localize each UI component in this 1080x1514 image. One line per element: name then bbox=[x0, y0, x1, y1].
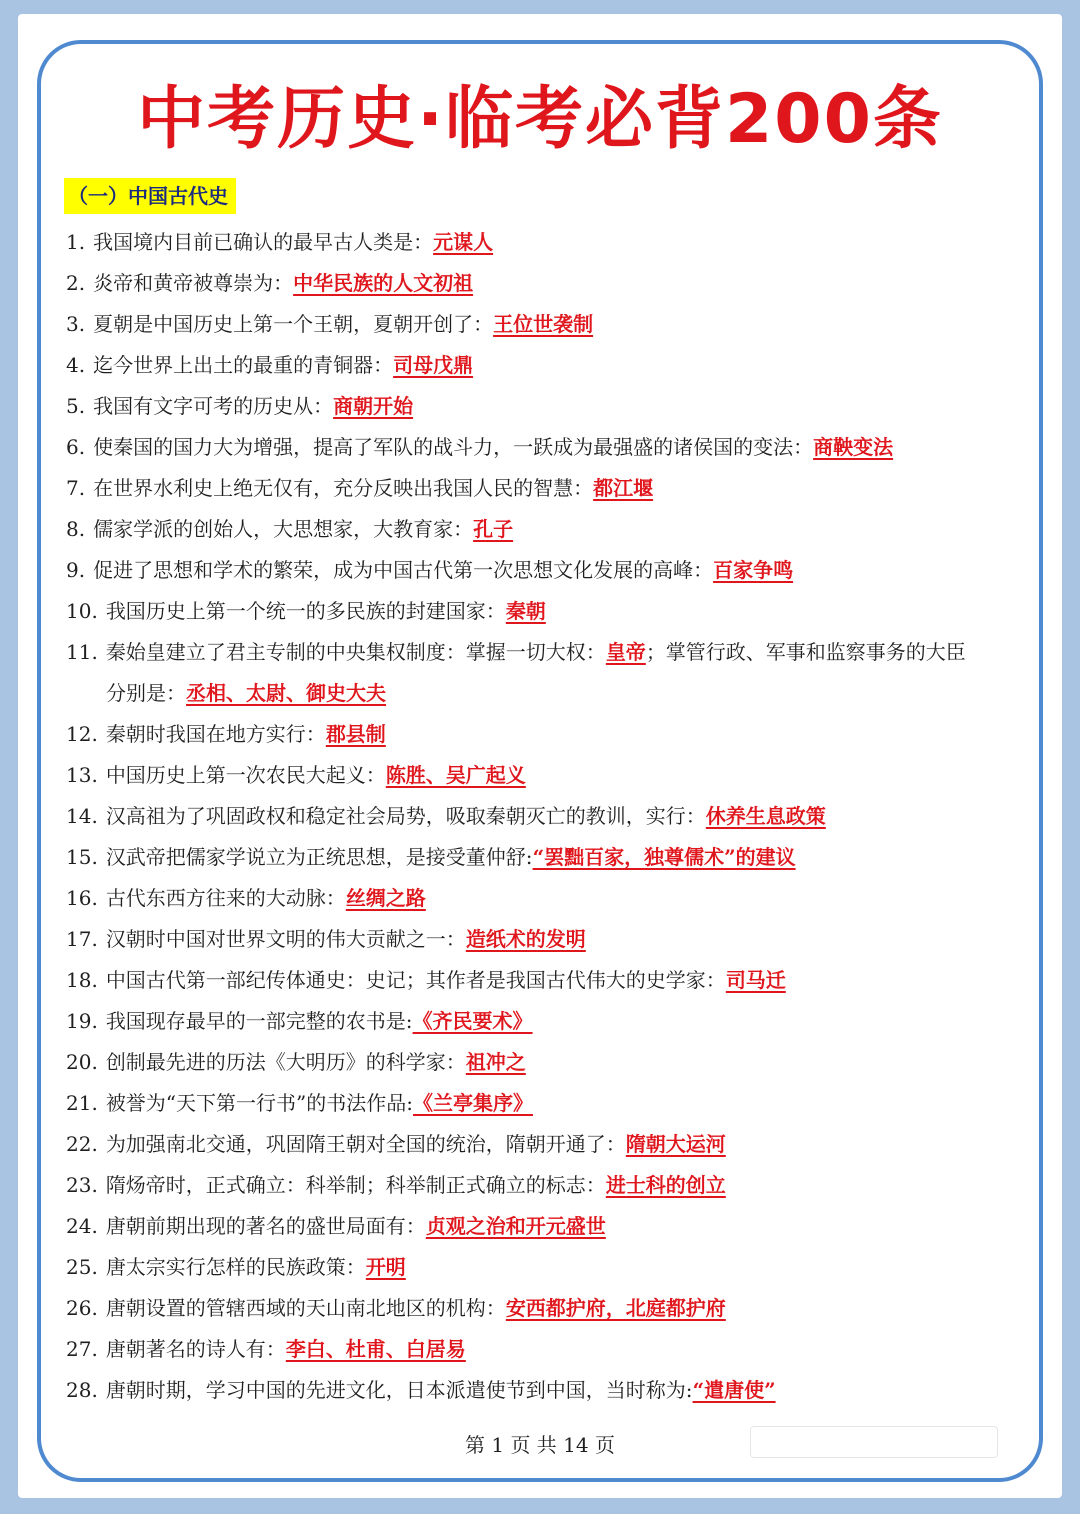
list-item bbox=[66, 386, 1026, 427]
list-item bbox=[66, 509, 1026, 550]
list-item bbox=[66, 1042, 1026, 1083]
item-question: 唐朝前期出现的著名的盛世局面有： bbox=[105, 1214, 426, 1238]
item-number: 27. bbox=[66, 1337, 98, 1361]
item-question: 迄今世界上出土的最重的青铜器： bbox=[93, 353, 394, 377]
item-answer: 丞相、太尉、御史大夫 bbox=[186, 681, 386, 705]
list-item bbox=[66, 1206, 1026, 1247]
item-number: 24. bbox=[66, 1214, 98, 1238]
item-question: 我国历史上第一个统一的多民族的封建国家： bbox=[105, 599, 506, 623]
item-number: 17. bbox=[66, 927, 98, 951]
item-question: 汉武帝把儒家学说立为正统思想，是接受董仲舒: bbox=[105, 845, 533, 869]
item-answer: 元谋人 bbox=[433, 230, 494, 254]
item-number: 21. bbox=[66, 1091, 98, 1115]
item-number: 2. bbox=[66, 271, 86, 295]
item-question: 唐朝著名的诗人有： bbox=[105, 1337, 286, 1361]
item-answer: 都江堰 bbox=[593, 476, 654, 500]
item-question: 唐朝时期，学习中国的先进文化，日本派遣使节到中国，当时称为: bbox=[105, 1378, 693, 1402]
item-answer: “遣唐使” bbox=[692, 1378, 776, 1402]
list-item bbox=[66, 263, 1026, 304]
item-number: 12. bbox=[66, 722, 98, 746]
blank-box bbox=[750, 1426, 998, 1458]
item-number: 20. bbox=[66, 1050, 98, 1074]
item-question: 秦朝时我国在地方实行： bbox=[105, 722, 326, 746]
item-answer: 休养生息政策 bbox=[705, 804, 826, 828]
list-item bbox=[66, 427, 1026, 468]
list-item bbox=[66, 345, 1026, 386]
item-number: 22. bbox=[66, 1132, 98, 1156]
item-number: 11. bbox=[66, 640, 98, 664]
item-question: 为加强南北交通，巩固隋王朝对全国的统治，隋朝开通了： bbox=[105, 1132, 626, 1156]
item-question: 唐朝设置的管辖西域的天山南北地区的机构： bbox=[105, 1296, 506, 1320]
item-number: 16. bbox=[66, 886, 98, 910]
item-question: 汉高祖为了巩固政权和稳定社会局势，吸取秦朝灭亡的教训，实行： bbox=[105, 804, 706, 828]
item-number: 8. bbox=[66, 517, 86, 541]
item-number: 7. bbox=[66, 476, 86, 500]
list-item bbox=[66, 591, 1026, 632]
item-answer: 商鞅变法 bbox=[813, 435, 894, 459]
list-item bbox=[66, 1247, 1026, 1288]
item-answer: 安西都护府，北庭都护府 bbox=[505, 1296, 726, 1320]
section-heading: （一）中国古代史 bbox=[64, 178, 236, 214]
list-item bbox=[66, 878, 1026, 919]
list-item bbox=[66, 1001, 1026, 1042]
item-answer: 秦朝 bbox=[505, 599, 546, 623]
item-question: 我国境内目前已确认的最早古人类是： bbox=[93, 230, 434, 254]
list-item bbox=[66, 304, 1026, 345]
item-question: 古代东西方往来的大动脉： bbox=[105, 886, 346, 910]
list-item bbox=[66, 960, 1026, 1001]
list-item bbox=[66, 550, 1026, 591]
item-number: 1. bbox=[66, 230, 86, 254]
item-answer: 陈胜、吴广起义 bbox=[385, 763, 526, 787]
item-question: 唐太宗实行怎样的民族政策： bbox=[105, 1255, 366, 1279]
item-question: 隋炀帝时，正式确立：科举制；科举制正式确立的标志： bbox=[105, 1173, 606, 1197]
item-number: 14. bbox=[66, 804, 98, 828]
item-number: 9. bbox=[66, 558, 86, 582]
item-number: 4. bbox=[66, 353, 86, 377]
list-item bbox=[66, 919, 1026, 960]
item-answer: 丝绸之路 bbox=[345, 886, 426, 910]
item-number: 15. bbox=[66, 845, 98, 869]
item-answer: 司马迁 bbox=[725, 968, 786, 992]
item-number: 23. bbox=[66, 1173, 98, 1197]
item-number: 3. bbox=[66, 312, 86, 336]
item-question: 被誉为“天下第一行书”的书法作品: bbox=[105, 1091, 413, 1115]
item-answer: 祖冲之 bbox=[465, 1050, 526, 1074]
item-answer: 贞观之治和开元盛世 bbox=[425, 1214, 606, 1238]
list-item bbox=[66, 714, 1026, 755]
item-answer: 司母戊鼎 bbox=[393, 353, 474, 377]
item-question: 儒家学派的创始人，大思想家，大教育家： bbox=[93, 517, 474, 541]
item-number: 19. bbox=[66, 1009, 98, 1033]
item-answer: 《兰亭集序》 bbox=[413, 1091, 533, 1115]
item-number: 13. bbox=[66, 763, 98, 787]
list-item bbox=[66, 796, 1026, 837]
item-question: 夏朝是中国历史上第一个王朝，夏朝开创了： bbox=[93, 312, 494, 336]
item-answer: 百家争鸣 bbox=[713, 558, 794, 582]
item-answer: 皇帝 bbox=[605, 640, 646, 664]
item-number: 26. bbox=[66, 1296, 98, 1320]
list-item bbox=[66, 632, 1026, 714]
item-question: 在世界水利史上绝无仅有，充分反映出我国人民的智慧： bbox=[93, 476, 594, 500]
item-question: 炎帝和黄帝被尊崇为： bbox=[93, 271, 294, 295]
item-question: 使秦国的国力大为增强，提高了军队的战斗力，一跃成为最强盛的诸侯国的变法： bbox=[93, 435, 814, 459]
list-item bbox=[66, 222, 1026, 263]
item-answer: 开明 bbox=[365, 1255, 406, 1279]
list-item bbox=[66, 1165, 1026, 1206]
list-item bbox=[66, 1083, 1026, 1124]
item-question: 秦始皇建立了君主专制的中央集权制度：掌握一切大权： bbox=[105, 640, 606, 664]
item-number: 25. bbox=[66, 1255, 98, 1279]
page-title: 中考历史·临考必背200条 bbox=[137, 80, 943, 159]
item-question: 我国现存最早的一部完整的农书是: bbox=[105, 1009, 413, 1033]
item-answer: 孔子 bbox=[473, 517, 514, 541]
item-number: 18. bbox=[66, 968, 98, 992]
item-number: 28. bbox=[66, 1378, 98, 1402]
item-question: 创制最先进的历法《大明历》的科学家： bbox=[105, 1050, 466, 1074]
page-number: 第 1 页 共 14 页 bbox=[465, 1433, 615, 1457]
item-question: 中国历史上第一次农民大起义： bbox=[105, 763, 386, 787]
list-item bbox=[66, 755, 1026, 796]
item-answer: 李白、杜甫、白居易 bbox=[285, 1337, 466, 1361]
item-question: 中国古代第一部纪传体通史：史记；其作者是我国古代伟大的史学家： bbox=[105, 968, 726, 992]
item-question: 汉朝时中国对世界文明的伟大贡献之一： bbox=[105, 927, 466, 951]
item-answer: 《齐民要术》 bbox=[412, 1009, 533, 1033]
list-item bbox=[66, 1124, 1026, 1165]
item-question-cont: 分别是： bbox=[106, 681, 186, 705]
item-answer: 商朝开始 bbox=[333, 394, 414, 418]
item-question: 我国有文字可考的历史从： bbox=[93, 394, 334, 418]
item-answer: “罢黜百家，独尊儒术”的建议 bbox=[532, 845, 796, 869]
list-item bbox=[66, 1288, 1026, 1329]
item-answer: 造纸术的发明 bbox=[465, 927, 586, 951]
list-item bbox=[66, 837, 1026, 878]
list-item bbox=[66, 1370, 1026, 1411]
list-item bbox=[66, 1329, 1026, 1370]
item-answer: 进士科的创立 bbox=[605, 1173, 726, 1197]
item-continuation-line bbox=[66, 673, 1026, 714]
item-answer: 郡县制 bbox=[325, 722, 386, 746]
item-number: 10. bbox=[66, 599, 98, 623]
list-item bbox=[66, 468, 1026, 509]
item-answer: 隋朝大运河 bbox=[625, 1132, 726, 1156]
question-list bbox=[66, 222, 1026, 1411]
item-question: 促进了思想和学术的繁荣，成为中国古代第一次思想文化发展的高峰： bbox=[93, 558, 714, 582]
item-number: 6. bbox=[66, 435, 86, 459]
item-question-cont: ；掌管行政、军事和监察事务的大臣 bbox=[645, 640, 966, 664]
item-answer: 王位世袭制 bbox=[493, 312, 594, 336]
item-answer: 中华民族的人文初祖 bbox=[293, 271, 474, 295]
item-number: 5. bbox=[66, 394, 86, 418]
